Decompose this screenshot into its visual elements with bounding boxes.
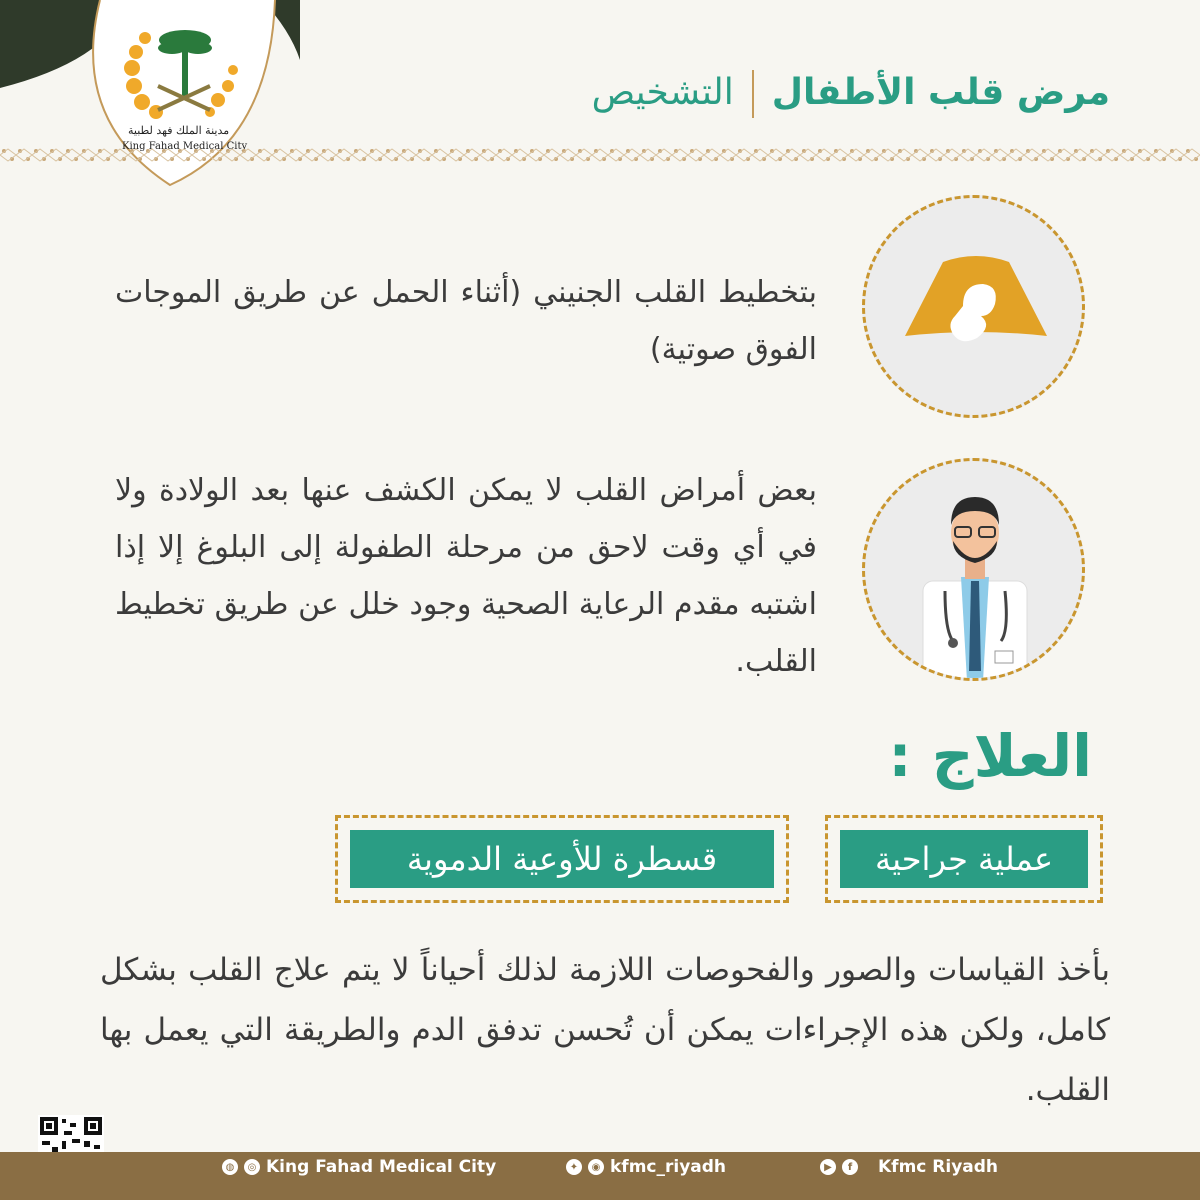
treatment-title: العلاج :: [888, 722, 1092, 790]
globe-icon: ◍: [222, 1159, 238, 1175]
instagram-icon: ◎: [244, 1159, 260, 1175]
page-title: [592, 70, 1110, 118]
ultrasound-fetus-icon: [903, 256, 1049, 362]
diagnosis-text-1: بتخطيط القلب الجنيني (أثناء الحمل عن طريق الموجات الفوق صوتية): [115, 275, 817, 367]
catheter-option[interactable]: [335, 815, 789, 903]
page-title-sub: التشخيص: [591, 72, 734, 113]
footer-twitter-label: kfmc_riyadh: [610, 1157, 727, 1177]
youtube-icon: ▶: [820, 1159, 836, 1175]
facebook-icon: f: [842, 1159, 858, 1175]
footer-youtube-label: Kfmc Riyadh: [878, 1157, 999, 1177]
catheter-label: قسطرة للأوعية الدموية: [350, 830, 774, 888]
surgery-label: عملية جراحية: [840, 830, 1088, 888]
pattern-divider: [0, 146, 1200, 164]
footer-twitter[interactable]: [566, 1157, 726, 1177]
diagnosis-text-2: بعض أمراض القلب لا يمكن الكشف عنها بعد الولادة ولا في أي وقت لاحق من مرحلة الطفولة إلى البلوغ إلا إذا اشتبه مقدم الرعاية الصحية وجود خلل عن طريق تخطيط القلب.: [115, 473, 817, 679]
title-separator: [752, 70, 754, 118]
footer-youtube[interactable]: [820, 1157, 998, 1177]
footer-website-label: King Fahad Medical City: [266, 1157, 497, 1177]
page-title-main: مرض قلب الأطفال: [771, 72, 1110, 113]
twitter-icon: ✦: [566, 1159, 582, 1175]
logo-name-ar: مدينة الملك فهد لطبية: [128, 124, 230, 137]
snapchat-icon: ◉: [588, 1159, 604, 1175]
treatment-text: بأخذ القياسات والصور والفحوصات اللازمة لذلك أحياناً لا يتم علاج القلب بشكل كامل، ولكن هذه الإجراءات يمكن أن تُحسن تدفق الدم والطريقة التي يعمل بها القلب.: [100, 952, 1110, 1108]
surgery-option[interactable]: [825, 815, 1103, 903]
doctor-icon: [905, 481, 1045, 681]
doctor-circle: [862, 458, 1085, 681]
footer-website[interactable]: [222, 1157, 496, 1177]
ultrasound-circle: [862, 195, 1085, 418]
